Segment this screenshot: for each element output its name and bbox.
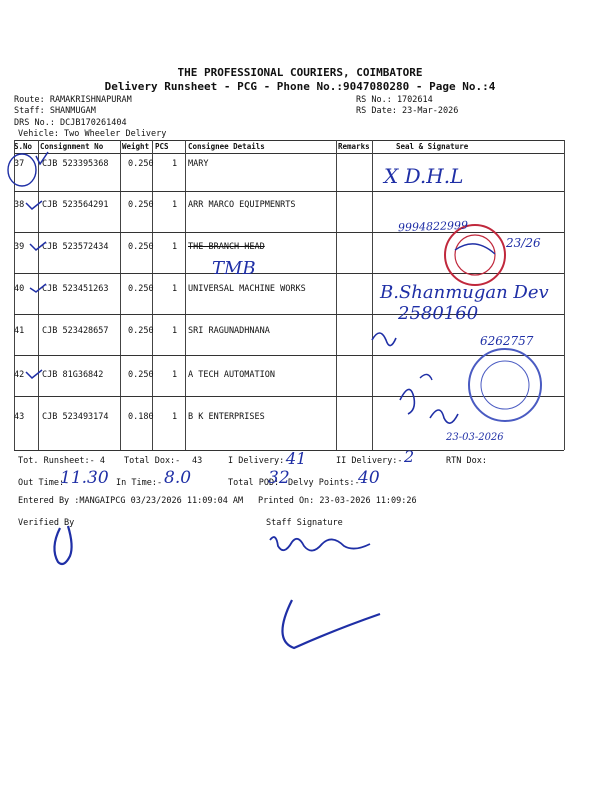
hw-out-time: 11.30 [60, 468, 109, 488]
row-weight: 0.250 [128, 284, 154, 294]
ii-delivery-label: II Delivery:- [336, 456, 403, 466]
hw-row37: X D.H.L [384, 164, 464, 188]
row-consignment: CJB 81G36842 [42, 370, 104, 380]
row-consignment: CJB 523428657 [42, 326, 109, 336]
staff-signature-scribble [270, 537, 370, 550]
hw-delivery-points: 40 [358, 468, 380, 488]
row-weight: 0.180 [128, 412, 154, 422]
row-pcs: 1 [172, 284, 178, 294]
tick-mark [30, 284, 46, 292]
col-pcs: PCS [155, 142, 169, 151]
row-consignee: ARR MARCO EQUIPMENRTS [188, 200, 296, 210]
col-weight: Weight [122, 142, 150, 151]
tick-mark [26, 370, 42, 378]
row-consignee: B K ENTERPRISES [188, 412, 265, 422]
delvy-points-label: Delvy Points:- [288, 478, 360, 488]
staff-signature-label: Staff Signature [266, 518, 343, 528]
entered-by: Entered By :MANGAIPCG 03/23/2026 11:09:04 AM [18, 496, 244, 506]
row-sno: 40 [14, 284, 25, 294]
tick-mark [36, 152, 48, 164]
hw-ii-delivery: 2 [404, 447, 415, 466]
staff-label: Staff: SHANMUGAM [14, 106, 96, 116]
row-pcs: 1 [172, 412, 178, 422]
row-consignment: CJB 523572434 [42, 242, 109, 252]
signature-row41 [372, 333, 396, 346]
runsheet-subtitle: Delivery Runsheet - PCG - Phone No.:9047080280 - Page No.:4 [104, 80, 496, 93]
row-weight: 0.250 [128, 370, 154, 380]
hw-row39-tmb: TMB [212, 258, 256, 279]
signature-row43 [430, 410, 458, 423]
signature-row42b [420, 374, 432, 380]
vehicle-label: Vehicle: Two Wheeler Delivery [18, 129, 167, 139]
row-sno: 38 [14, 200, 25, 210]
row-sno: 41 [14, 326, 25, 336]
i-delivery-label: I Delivery:- [228, 456, 290, 466]
tick-mark [26, 201, 42, 209]
rs-number: RS No.: 1702614 [356, 95, 433, 105]
row-consignee: SRI RAGUNADHNANA [188, 326, 270, 336]
row-pcs: 1 [172, 326, 178, 336]
verified-by-label: Verified By [18, 518, 75, 528]
verified-by-signature [54, 526, 71, 564]
col-consignee: Consignee Details [188, 142, 265, 151]
hw-row41-num: 6262757 [480, 334, 534, 348]
row-consignment: CJB 523564291 [42, 200, 109, 210]
row-consignee: THE BRANCH HEAD [188, 242, 265, 252]
hw-row38-phone: 9994822999 [397, 218, 469, 235]
route-label: Route: RAMAKRISHNAPURAM [14, 95, 132, 105]
rtn-dox-label: RTN Dox: [446, 456, 487, 466]
in-time-label: In Time:- [116, 478, 163, 488]
hw-row43-date: 23-03-2026 [446, 432, 504, 443]
row-consignee: A TECH AUTOMATION [188, 370, 275, 380]
row-pcs: 1 [172, 242, 178, 252]
row-sno: 37 [14, 159, 25, 169]
row-consignee: UNIVERSAL MACHINE WORKS [188, 284, 306, 294]
row-pcs: 1 [172, 200, 178, 210]
row-sno: 43 [14, 412, 25, 422]
hw-row40-num: 2580160 [398, 303, 479, 324]
row-weight: 0.250 [128, 326, 154, 336]
out-time-label: Out Time:- [18, 478, 70, 488]
row-consignee: MARY [188, 159, 209, 169]
col-remarks: Remarks [338, 142, 370, 151]
total-pod-label: Total POD: [228, 478, 280, 488]
row-pcs: 1 [172, 370, 178, 380]
hw-in-time: 8.0 [164, 468, 192, 488]
row-sno: 42 [14, 370, 25, 380]
row-pcs: 1 [172, 159, 178, 169]
rs-date: RS Date: 23-Mar-2026 [356, 106, 459, 116]
printed-on: Printed On: 23-03-2026 11:09:26 [258, 496, 417, 506]
row-weight: 0.250 [128, 200, 154, 210]
col-seal-signature: Seal & Signature [396, 142, 469, 151]
tot-runsheet: Tot. Runsheet:- 4 [18, 456, 105, 466]
red-seal-stamp [445, 225, 505, 285]
total-dox-value: 43 [192, 456, 203, 466]
row-consignment: CJB 523451263 [42, 284, 109, 294]
total-dox-label: Total Dox:- [124, 456, 181, 466]
hw-i-delivery: 41 [286, 449, 307, 468]
signature-row42 [400, 389, 414, 414]
bottom-pen-stroke [282, 600, 380, 648]
col-consignment: Consignment No [40, 142, 104, 151]
company-title: THE PROFESSIONAL COURIERS, COIMBATORE [177, 66, 423, 79]
col-sno: S.No [14, 142, 33, 151]
hw-total-pod: 32 [268, 468, 290, 488]
drs-number: DRS No.: DCJB170261404 [14, 118, 127, 128]
row-weight: 0.250 [128, 242, 154, 252]
blue-seal-stamp [469, 349, 541, 421]
hw-row40-name: B.Shanmugan Dev [380, 282, 549, 303]
tick-mark [30, 242, 46, 250]
row37-circle-mark [8, 154, 36, 186]
row-weight: 0.250 [128, 159, 154, 169]
row-consignment: CJB 523395368 [42, 159, 109, 169]
row-consignment: CJB 523493174 [42, 412, 109, 422]
stamp-date-ink: 23/26 [506, 236, 541, 250]
row-sno: 39 [14, 242, 25, 252]
